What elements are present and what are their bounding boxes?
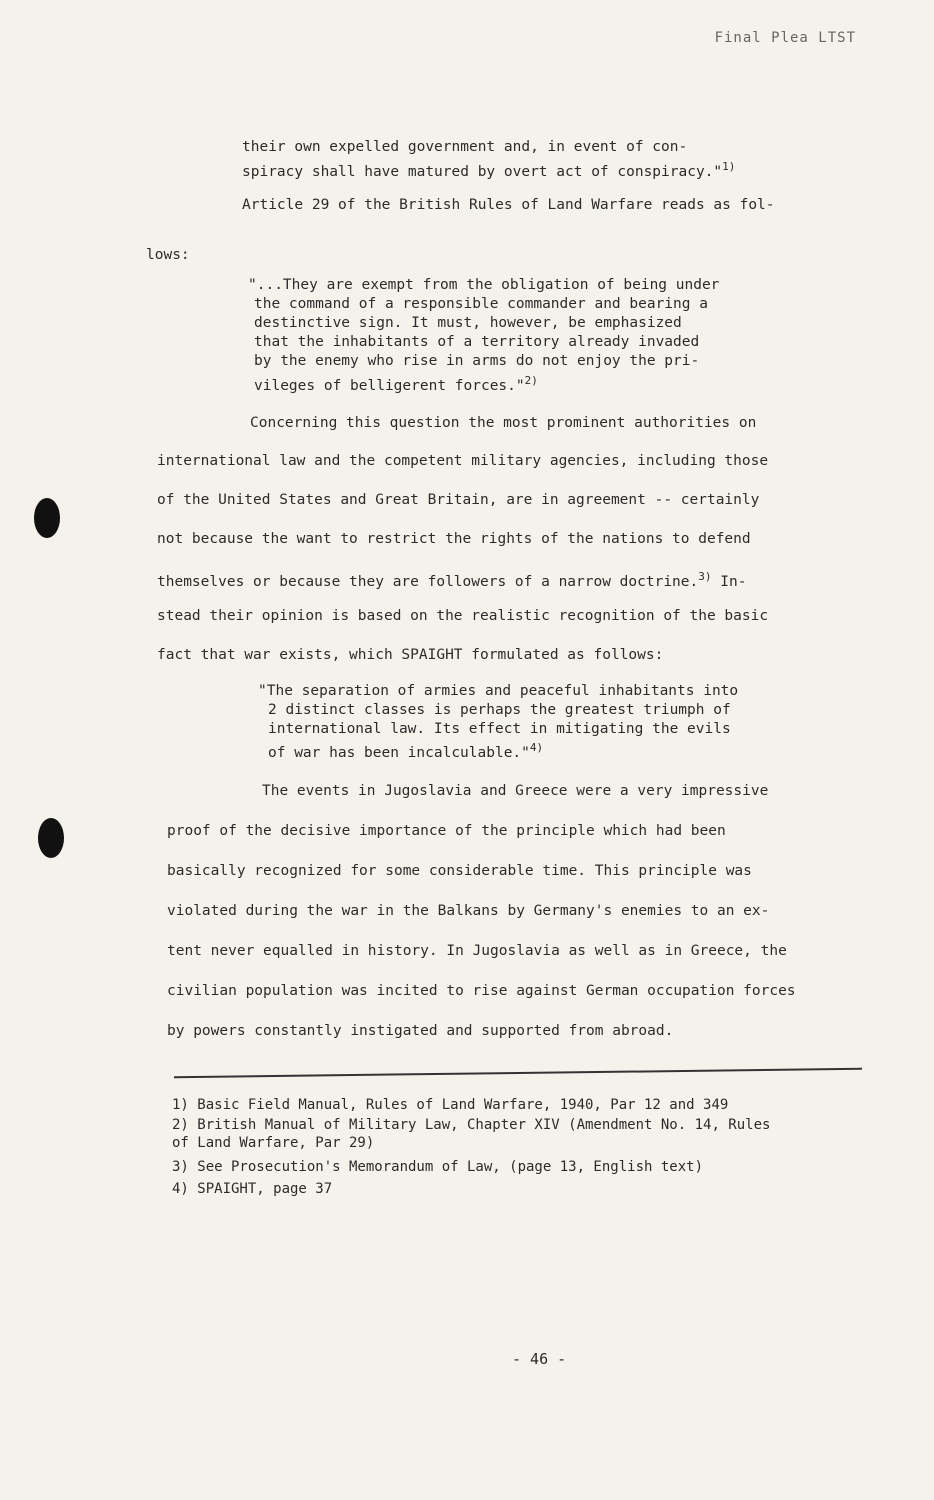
- quote-line: destinctive sign. It must, however, be emphasized: [254, 315, 682, 331]
- quote-line: vileges of belligerent forces."$^{2)}$: [254, 374, 538, 394]
- footnote: 4) SPAIGHT, page 37: [172, 1181, 333, 1197]
- text-line: violated during the war in the Balkans by Germany's enemies to an ex-: [167, 903, 770, 919]
- text-line: themselves or because they are followers of a narrow doctrine.$^{3)}$ In-: [157, 570, 747, 590]
- text-line: lows:: [146, 247, 190, 263]
- footnote: 2) British Manual of Military Law, Chapter XIV (Amendment No. 14, Rules: [172, 1117, 771, 1133]
- text-line: basically recognized for some considerable time. This principle was: [167, 863, 752, 879]
- text-line: spiracy shall have matured by overt act of conspiracy."$^{1)}$: [242, 160, 736, 180]
- text-line: Concerning this question the most prominent authorities on: [250, 415, 757, 431]
- quote-line: 2 distinct classes is perhaps the greatest triumph of: [268, 702, 731, 718]
- punch-hole: [38, 818, 64, 858]
- text-line: The events in Jugoslavia and Greece were a very impressive: [262, 783, 769, 799]
- page-number: - 46 -: [512, 1350, 567, 1368]
- text-line: stead their opinion is based on the realistic recognition of the basic: [157, 608, 769, 624]
- text-line: international law and the competent military agencies, including those: [157, 453, 769, 469]
- footnote: 3) See Prosecution's Memorandum of Law, (page 13, English text): [172, 1159, 704, 1175]
- quote-line: the command of a responsible commander and bearing a: [254, 296, 708, 312]
- footnote: of Land Warfare, Par 29): [172, 1135, 375, 1151]
- quote-line: international law. Its effect in mitigating the evils: [268, 721, 731, 737]
- quote-line: that the inhabitants of a territory already invaded: [254, 334, 700, 350]
- footnote: 1) Basic Field Manual, Rules of Land Warfare, 1940, Par 12 and 349: [172, 1097, 729, 1113]
- text-line: not because the want to restrict the rights of the nations to defend: [157, 531, 751, 547]
- quote-line: "The separation of armies and peaceful inhabitants into: [258, 683, 739, 699]
- text-line: fact that war exists, which SPAIGHT formulated as follows:: [157, 647, 664, 663]
- text-line: by powers constantly instigated and supported from abroad.: [167, 1023, 674, 1039]
- quote-line: of war has been incalculable."$^{4)}$: [268, 741, 544, 761]
- text-line: tent never equalled in history. In Jugoslavia as well as in Greece, the: [167, 943, 787, 959]
- punch-hole: [34, 498, 60, 538]
- footnote-rule: [174, 1068, 862, 1078]
- text-line: Article 29 of the British Rules of Land Warfare reads as fol-: [242, 197, 775, 213]
- text-line: their own expelled government and, in event of con-: [242, 139, 688, 155]
- text-line: civilian population was incited to rise against German occupation forces: [167, 983, 796, 999]
- text-line: proof of the decisive importance of the principle which had been: [167, 823, 726, 839]
- quote-line: by the enemy who rise in arms do not enjoy the pri-: [254, 353, 700, 369]
- quote-line: "...They are exempt from the obligation of being under: [248, 277, 720, 293]
- text-line: of the United States and Great Britain, are in agreement -- certainly: [157, 492, 760, 508]
- header-tag: Final Plea LTST: [714, 30, 856, 46]
